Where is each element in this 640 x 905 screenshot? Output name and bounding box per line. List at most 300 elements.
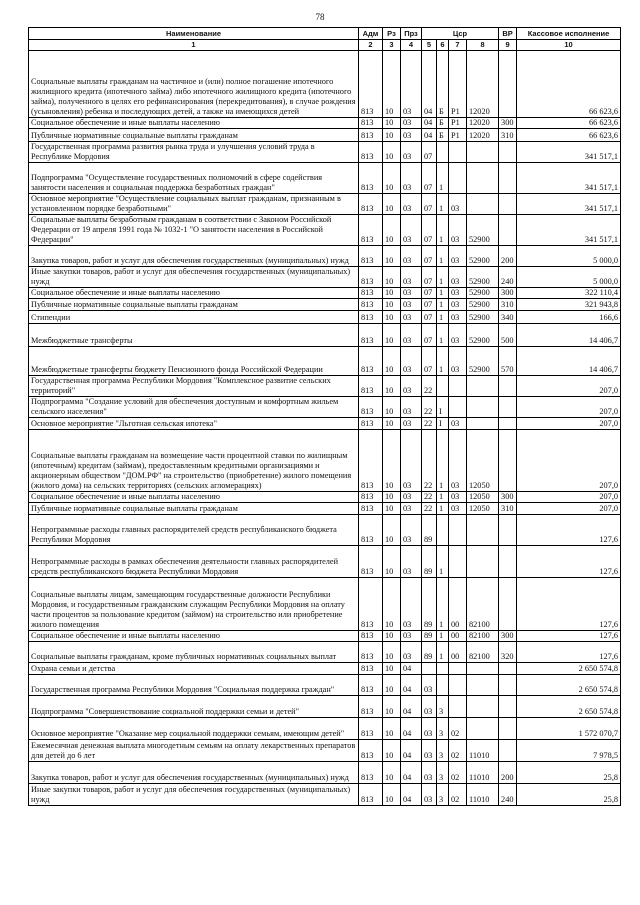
cell-rz: 10 [383,347,401,376]
cell-amount: 66 623,6 [517,129,621,142]
cell-csr-3: 03 [449,299,467,311]
cell-csr-4 [467,418,499,430]
cell-csr-1: 04 [422,118,437,129]
cell-csr-1: 07 [422,299,437,311]
cell-csr-2: Б [437,129,449,142]
cell-amount: 341 517,1 [517,163,621,194]
cell-prz: 03 [401,163,422,194]
cell-name: Публичные нормативные социальные выплаты гражданам [29,299,359,311]
cell-vr [499,578,517,631]
cell-name: Основное мероприятие "Осуществление социальных выплат гражданам, признанным в установленном порядке безработными" [29,194,359,215]
cell-csr-4: 52900 [467,215,499,246]
cell-csr-3 [449,675,467,696]
cell-name: Государственная программа развития рынка труда и улучшения условий труда в Республике Мордовия [29,142,359,163]
table-row [29,740,621,762]
cell-csr-3: 03 [449,215,467,246]
cell-rz: 10 [383,503,401,515]
cell-csr-1: 04 [422,129,437,142]
cell-csr-4 [467,675,499,696]
cell-csr-2 [437,515,449,546]
cell-vr: 320 [499,642,517,663]
cell-rz: 10 [383,642,401,663]
table-row [29,118,621,129]
cell-vr [499,51,517,118]
cell-amount: 5 000,0 [517,267,621,288]
cell-csr-2: 3 [437,718,449,740]
cell-csr-3: 00 [449,642,467,663]
cell-name: Социальное обеспечение и иные выплаты населению [29,492,359,503]
cell-csr-1: 07 [422,194,437,215]
cell-csr-2: 1 [437,299,449,311]
cell-csr-2: 3 [437,784,449,806]
cell-csr-1: 03 [422,718,437,740]
cell-csr-4: 11010 [467,784,499,806]
cell-name: Основное мероприятие "Льготная сельская ипотека" [29,418,359,430]
cell-vr [499,718,517,740]
table-row [29,163,621,194]
cell-adm: 813 [359,267,383,288]
cell-csr-3: 02 [449,762,467,784]
cell-csr-3: 03 [449,418,467,430]
header-adm: Адм [359,28,383,40]
cell-csr-1: 07 [422,311,437,324]
cell-rz: 10 [383,194,401,215]
cell-prz: 03 [401,51,422,118]
cell-adm: 813 [359,311,383,324]
cell-csr-1: 89 [422,515,437,546]
table-row [29,267,621,288]
cell-csr-2: 1 [437,246,449,267]
cell-prz: 03 [401,578,422,631]
cell-csr-4 [467,515,499,546]
cell-csr-1: 89 [422,578,437,631]
cell-amount: 341 517,1 [517,142,621,163]
cell-csr-2: Б [437,51,449,118]
cell-rz: 10 [383,784,401,806]
cell-prz: 03 [401,267,422,288]
cell-amount: 66 623,6 [517,118,621,129]
cell-csr-4: 82100 [467,631,499,642]
cell-csr-1: 07 [422,267,437,288]
table-row [29,51,621,118]
cell-amount: 322 110,4 [517,288,621,299]
cell-vr [499,515,517,546]
cell-adm: 813 [359,675,383,696]
table-row [29,696,621,718]
cell-csr-4: 82100 [467,578,499,631]
cell-csr-3 [449,163,467,194]
cell-rz: 10 [383,215,401,246]
cell-csr-1: 89 [422,631,437,642]
cell-adm: 813 [359,347,383,376]
header-vr: ВР [499,28,517,40]
cell-csr-1: 07 [422,347,437,376]
header-prz: Прз [401,28,422,40]
header-amount: Кассовое исполнение [517,28,621,40]
cell-csr-3 [449,515,467,546]
cell-adm: 813 [359,163,383,194]
cell-vr [499,163,517,194]
cell-prz: 03 [401,503,422,515]
cell-csr-4: 52900 [467,311,499,324]
cell-prz: 03 [401,311,422,324]
cell-name: Межбюджетные трансферты бюджету Пенсионного фонда Российской Федерации [29,347,359,376]
cell-csr-1: 22 [422,492,437,503]
cell-csr-1: 03 [422,762,437,784]
cell-rz: 10 [383,696,401,718]
column-number: 10 [517,40,621,51]
cell-amount: 25,8 [517,762,621,784]
cell-amount: 14 406,7 [517,347,621,376]
column-number-row [29,40,621,51]
cell-csr-3: 03 [449,288,467,299]
cell-prz: 03 [401,118,422,129]
cell-prz: 03 [401,324,422,347]
cell-adm: 813 [359,492,383,503]
table-row [29,515,621,546]
cell-prz: 04 [401,663,422,675]
cell-amount: 66 623,6 [517,51,621,118]
cell-prz: 04 [401,762,422,784]
cell-vr [499,215,517,246]
cell-adm: 813 [359,696,383,718]
table-row [29,631,621,642]
cell-adm: 813 [359,503,383,515]
cell-csr-1 [422,663,437,675]
cell-csr-1: 22 [422,430,437,492]
cell-csr-4: 82100 [467,642,499,663]
column-number: 9 [499,40,517,51]
cell-adm: 813 [359,215,383,246]
cell-rz: 10 [383,430,401,492]
table-row [29,578,621,631]
cell-csr-1: 22 [422,418,437,430]
cell-vr: 300 [499,288,517,299]
cell-amount: 341 517,1 [517,215,621,246]
cell-vr [499,675,517,696]
cell-name: Иные закупки товаров, работ и услуг для обеспечения государственных (муниципальных) нужд [29,784,359,806]
cell-amount: 2 650 574,8 [517,696,621,718]
cell-prz: 03 [401,129,422,142]
cell-prz: 04 [401,740,422,762]
cell-prz: 03 [401,288,422,299]
cell-rz: 10 [383,311,401,324]
budget-table [28,27,621,806]
cell-name: Социальные выплаты лицам, замещающим государственные должности Республики Мордовия, и государственным гражданским служащим Республики Мордовия на оплату части процентов за пользование кредитом (займом) на строительство или приобретение жилого помещения [29,578,359,631]
cell-name: Социальное обеспечение и иные выплаты населению [29,288,359,299]
cell-name: Закупка товаров, работ и услуг для обеспечения государственных (муниципальных) нужд [29,762,359,784]
cell-vr: 240 [499,267,517,288]
cell-vr [499,397,517,418]
cell-name: Непрограммные расходы главных распорядителей средств республиканского бюджета Республики Мордовия [29,515,359,546]
cell-vr: 300 [499,492,517,503]
table-row [29,397,621,418]
cell-adm: 813 [359,51,383,118]
cell-vr: 310 [499,503,517,515]
cell-adm: 813 [359,515,383,546]
cell-csr-1: 07 [422,288,437,299]
cell-amount: 7 978,5 [517,740,621,762]
table-row [29,675,621,696]
cell-name: Государственная программа Республики Мордовия "Социальная поддержка граждан" [29,675,359,696]
cell-amount: 1 572 070,7 [517,718,621,740]
cell-vr [499,142,517,163]
cell-adm: 813 [359,718,383,740]
cell-csr-4 [467,142,499,163]
table-row [29,503,621,515]
column-number: 7 [449,40,467,51]
cell-rz: 10 [383,578,401,631]
cell-name: Ежемесячная денежная выплата многодетным семьям на оплату лекарственных препаратов для детей до 6 лет [29,740,359,762]
cell-csr-4 [467,718,499,740]
cell-csr-4: 52900 [467,246,499,267]
table-row [29,492,621,503]
cell-rz: 10 [383,663,401,675]
cell-vr [499,740,517,762]
cell-csr-4: 12020 [467,51,499,118]
cell-amount: 321 943,8 [517,299,621,311]
cell-name: Социальные выплаты безработным гражданам в соответствии с Законом Российской Федерации от 19 апреля 1991 года № 1032-1 "О занятости населения в Российской Федерации" [29,215,359,246]
cell-csr-3: 03 [449,492,467,503]
cell-csr-1: 22 [422,397,437,418]
cell-name: Социальные выплаты гражданам на возмещение части процентной ставки по жилищным (ипотечным) кредитам (займам), предоставленным кредитными организациями и акционерным обществом "ДОМ.РФ" на строительство (приобретение) жилого помещения (жилого дома) на сельских территориях (сельских агломерациях) [29,430,359,492]
cell-csr-2: 1 [437,578,449,631]
cell-amount: 25,8 [517,784,621,806]
cell-csr-2: 3 [437,762,449,784]
cell-adm: 813 [359,129,383,142]
cell-prz: 04 [401,718,422,740]
cell-csr-3 [449,397,467,418]
cell-csr-3 [449,663,467,675]
cell-name: Непрограммные расходы в рамках обеспечения деятельности главных распорядителей средств республиканского бюджета Республики Мордовия [29,546,359,578]
cell-adm: 813 [359,397,383,418]
cell-csr-2: Б [437,118,449,129]
cell-amount: 127,6 [517,578,621,631]
cell-csr-3: 03 [449,194,467,215]
cell-rz: 10 [383,376,401,397]
cell-adm: 813 [359,376,383,397]
table-row [29,288,621,299]
cell-prz: 03 [401,515,422,546]
cell-vr: 500 [499,324,517,347]
cell-csr-1: 07 [422,215,437,246]
cell-csr-1: 07 [422,142,437,163]
cell-vr: 570 [499,347,517,376]
cell-name: Социальное обеспечение и иные выплаты населению [29,118,359,129]
table-row [29,311,621,324]
cell-name: Межбюджетные трансферты [29,324,359,347]
cell-adm: 813 [359,246,383,267]
cell-csr-2: I [437,418,449,430]
cell-prz: 03 [401,492,422,503]
cell-adm: 813 [359,642,383,663]
cell-amount: 2 650 574,8 [517,663,621,675]
table-row [29,347,621,376]
cell-adm: 813 [359,762,383,784]
table-row [29,762,621,784]
column-number: 8 [467,40,499,51]
cell-amount: 341 517,1 [517,194,621,215]
cell-csr-2: 3 [437,696,449,718]
cell-vr [499,696,517,718]
table-row [29,718,621,740]
table-row [29,418,621,430]
cell-csr-2: 1 [437,311,449,324]
cell-csr-2 [437,376,449,397]
cell-adm: 813 [359,418,383,430]
cell-csr-4: 52900 [467,324,499,347]
cell-adm: 813 [359,740,383,762]
cell-csr-1: 07 [422,163,437,194]
table-row [29,129,621,142]
cell-csr-2: 1 [437,215,449,246]
cell-name: Подпрограмма "Создание условий для обеспечения доступным и комфортным жильем сельского населения" [29,397,359,418]
cell-csr-4 [467,546,499,578]
cell-csr-2: 1 [437,430,449,492]
cell-csr-2: 1 [437,288,449,299]
cell-rz: 10 [383,51,401,118]
cell-csr-3 [449,696,467,718]
cell-csr-3: 02 [449,784,467,806]
table-row [29,663,621,675]
cell-csr-1: 03 [422,696,437,718]
cell-vr: 300 [499,118,517,129]
cell-adm: 813 [359,663,383,675]
cell-vr: 340 [499,311,517,324]
cell-csr-2 [437,675,449,696]
cell-adm: 813 [359,430,383,492]
column-number: 2 [359,40,383,51]
cell-rz: 10 [383,515,401,546]
table-row [29,376,621,397]
cell-csr-4: 12050 [467,430,499,492]
cell-rz: 10 [383,129,401,142]
cell-adm: 813 [359,546,383,578]
cell-vr [499,376,517,397]
cell-csr-3: Р1 [449,118,467,129]
cell-name: Основное мероприятие "Оказание мер социальной поддержки семьям, имеющим детей" [29,718,359,740]
cell-csr-2: 3 [437,740,449,762]
header-name: Наименование [29,28,359,40]
cell-rz: 10 [383,397,401,418]
cell-amount: 207,0 [517,430,621,492]
cell-rz: 10 [383,718,401,740]
page-number: 78 [315,12,325,22]
cell-prz: 03 [401,642,422,663]
cell-prz: 03 [401,194,422,215]
cell-adm: 813 [359,578,383,631]
cell-amount: 5 000,0 [517,246,621,267]
cell-vr: 200 [499,762,517,784]
cell-adm: 813 [359,142,383,163]
cell-csr-2 [437,663,449,675]
cell-amount: 127,6 [517,546,621,578]
cell-csr-3: 03 [449,430,467,492]
cell-csr-3: 00 [449,631,467,642]
cell-amount: 207,0 [517,418,621,430]
cell-csr-4: 52900 [467,347,499,376]
cell-adm: 813 [359,194,383,215]
cell-csr-4: 52900 [467,267,499,288]
cell-csr-3 [449,546,467,578]
cell-csr-1: 89 [422,642,437,663]
cell-rz: 10 [383,246,401,267]
cell-csr-2: 1 [437,546,449,578]
cell-csr-4: 52900 [467,299,499,311]
column-number: 3 [383,40,401,51]
cell-rz: 10 [383,492,401,503]
cell-csr-3 [449,376,467,397]
cell-csr-4 [467,397,499,418]
cell-csr-2: I [437,397,449,418]
cell-adm: 813 [359,324,383,347]
cell-prz: 03 [401,546,422,578]
cell-csr-4: 12020 [467,129,499,142]
cell-prz: 04 [401,675,422,696]
cell-amount: 207,0 [517,503,621,515]
cell-csr-4: 12050 [467,492,499,503]
cell-csr-2: 1 [437,503,449,515]
cell-csr-4: 12050 [467,503,499,515]
cell-csr-3: Р1 [449,129,467,142]
cell-vr [499,194,517,215]
cell-csr-1: 03 [422,740,437,762]
header-csr: Цср [422,28,499,40]
cell-vr [499,418,517,430]
cell-csr-4: 11010 [467,762,499,784]
cell-adm: 813 [359,784,383,806]
cell-csr-2: 1 [437,324,449,347]
cell-csr-3: 03 [449,503,467,515]
cell-csr-4 [467,663,499,675]
cell-vr: 300 [499,631,517,642]
cell-csr-4: 12020 [467,118,499,129]
cell-rz: 10 [383,299,401,311]
cell-amount: 207,0 [517,397,621,418]
header-rz: Рз [383,28,401,40]
cell-amount: 166,6 [517,311,621,324]
cell-rz: 10 [383,740,401,762]
cell-rz: 10 [383,288,401,299]
cell-prz: 03 [401,299,422,311]
cell-amount: 2 650 574,8 [517,675,621,696]
cell-rz: 10 [383,142,401,163]
cell-adm: 813 [359,288,383,299]
table-row [29,246,621,267]
table-row [29,546,621,578]
cell-prz: 03 [401,430,422,492]
cell-csr-3: 03 [449,246,467,267]
cell-csr-3 [449,142,467,163]
cell-csr-3: 03 [449,347,467,376]
column-number: 1 [29,40,359,51]
cell-csr-1: 04 [422,51,437,118]
cell-vr [499,663,517,675]
cell-csr-1: 07 [422,246,437,267]
cell-rz: 10 [383,118,401,129]
cell-vr: 310 [499,299,517,311]
table-row [29,784,621,806]
cell-csr-4 [467,696,499,718]
cell-name: Социальные выплаты гражданам на частичное и (или) полное погашение ипотечного жилищного кредита (ипотечного займа) либо ипотечного жилищного кредита (ипотечного займа), полученного в целях его рефинансирования (перекредитования), в случае рождения (усыновления) ребенка и последующих детей, а также на имеющихся детей [29,51,359,118]
cell-name: Публичные нормативные социальные выплаты гражданам [29,129,359,142]
cell-amount: 127,6 [517,631,621,642]
cell-prz: 03 [401,376,422,397]
cell-csr-1: 07 [422,324,437,347]
cell-prz: 03 [401,397,422,418]
cell-name: Государственная программа Республики Мордовия "Комплексное развитие сельских территорий" [29,376,359,397]
cell-amount: 207,0 [517,376,621,397]
